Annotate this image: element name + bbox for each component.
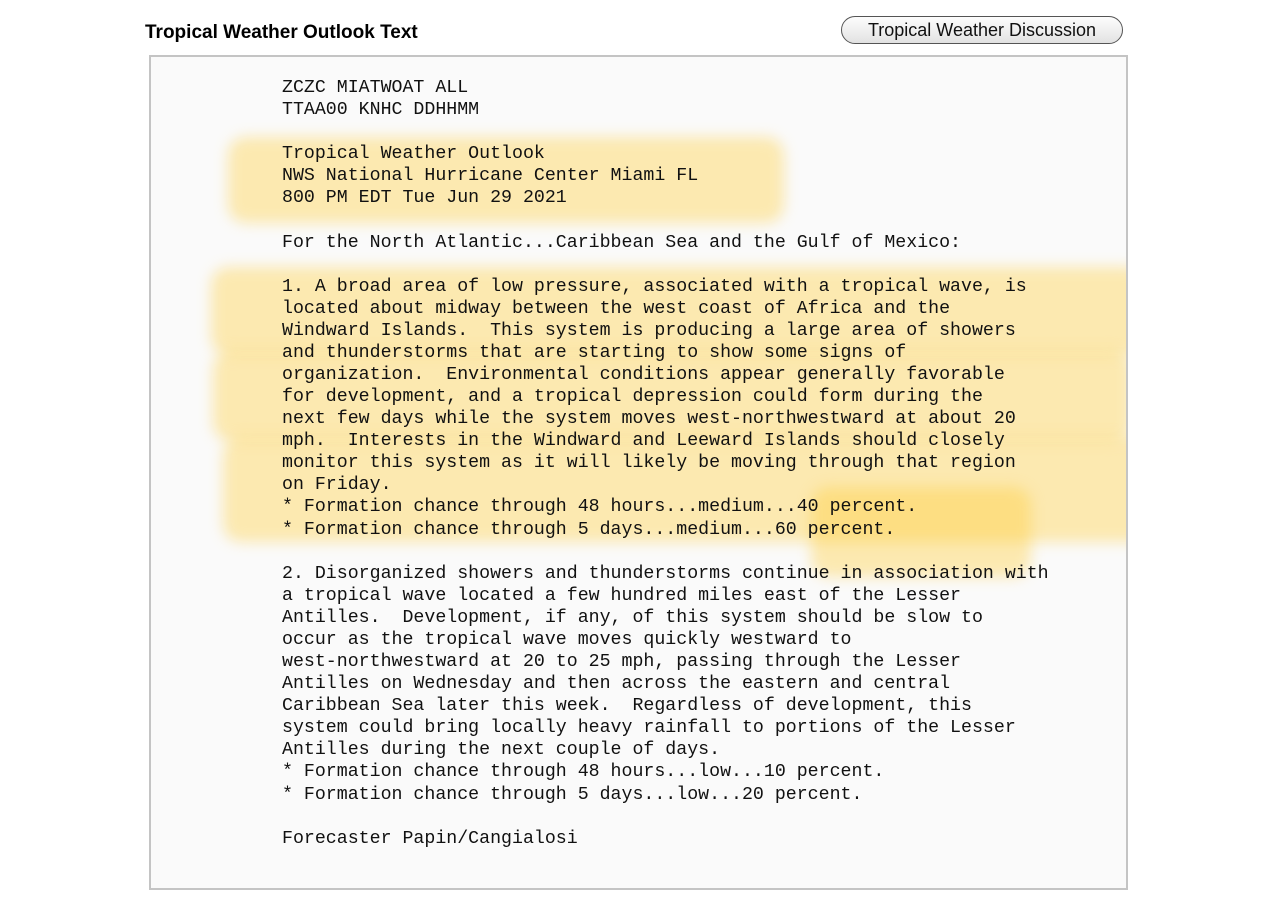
outlook-line: mph. Interests in the Windward and Leeward Islands should closely: [282, 431, 1005, 452]
outlook-line: located about midway between the west coast of Africa and the: [282, 298, 951, 319]
outlook-line: [282, 541, 1049, 563]
outlook-line: * Formation chance through 48 hours...low...10 percent.: [282, 762, 885, 783]
outlook-line: 1. A broad area of low pressure, associated with a tropical wave, is: [282, 276, 1027, 297]
outlook-text: [282, 77, 1049, 850]
outlook-line: west-northwestward at 20 to 25 mph, passing through the Lesser: [282, 652, 962, 673]
outlook-line: Antilles during the next couple of days.: [282, 740, 721, 761]
outlook-line: on Friday.: [282, 475, 392, 496]
outlook-line: [282, 121, 1049, 143]
outlook-line: and thunderstorms that are starting to show some signs of: [282, 342, 907, 363]
outlook-line: Forecaster Papin/Cangialosi: [282, 828, 578, 849]
outlook-line: TTAA00 KNHC DDHHMM: [282, 100, 480, 121]
page-title: Tropical Weather Outlook Text: [145, 22, 418, 43]
outlook-line: Caribbean Sea later this week. Regardless of development, this: [282, 696, 972, 717]
outlook-line: * Formation chance through 5 days...medium...60 percent.: [282, 519, 896, 540]
outlook-line: [282, 209, 1049, 231]
outlook-line: next few days while the system moves west-northwestward at about 20: [282, 409, 1016, 430]
outlook-line: Antilles on Wednesday and then across the eastern and central: [282, 674, 951, 695]
outlook-line: * Formation chance through 5 days...low...20 percent.: [282, 784, 863, 805]
outlook-line: for development, and a tropical depression could form during the: [282, 387, 983, 408]
outlook-line: Windward Islands. This system is producing a large area of showers: [282, 320, 1016, 341]
outlook-line: NWS National Hurricane Center Miami FL: [282, 166, 699, 187]
outlook-line: occur as the tropical wave moves quickly westward to: [282, 629, 852, 650]
outlook-text-panel: [149, 55, 1128, 890]
outlook-line: Tropical Weather Outlook: [282, 144, 545, 165]
outlook-line: ZCZC MIATWOAT ALL: [282, 78, 469, 98]
outlook-line: system could bring locally heavy rainfall to portions of the Lesser: [282, 718, 1016, 739]
outlook-line: For the North Atlantic...Caribbean Sea and the Gulf of Mexico:: [282, 232, 962, 253]
outlook-line: [282, 806, 1049, 828]
outlook-line: 2. Disorganized showers and thunderstorms continue in association with: [282, 563, 1049, 584]
outlook-line: monitor this system as it will likely be moving through that region: [282, 453, 1016, 474]
outlook-line: * Formation chance through 48 hours...medium...40 percent.: [282, 497, 918, 518]
outlook-line: [282, 254, 1049, 276]
outlook-line: 800 PM EDT Tue Jun 29 2021: [282, 188, 567, 209]
outlook-line: Antilles. Development, if any, of this system should be slow to: [282, 607, 983, 628]
tropical-weather-discussion-button[interactable]: Tropical Weather Discussion: [841, 16, 1123, 44]
outlook-line: organization. Environmental conditions appear generally favorable: [282, 365, 1005, 386]
outlook-line: a tropical wave located a few hundred miles east of the Lesser: [282, 585, 962, 606]
